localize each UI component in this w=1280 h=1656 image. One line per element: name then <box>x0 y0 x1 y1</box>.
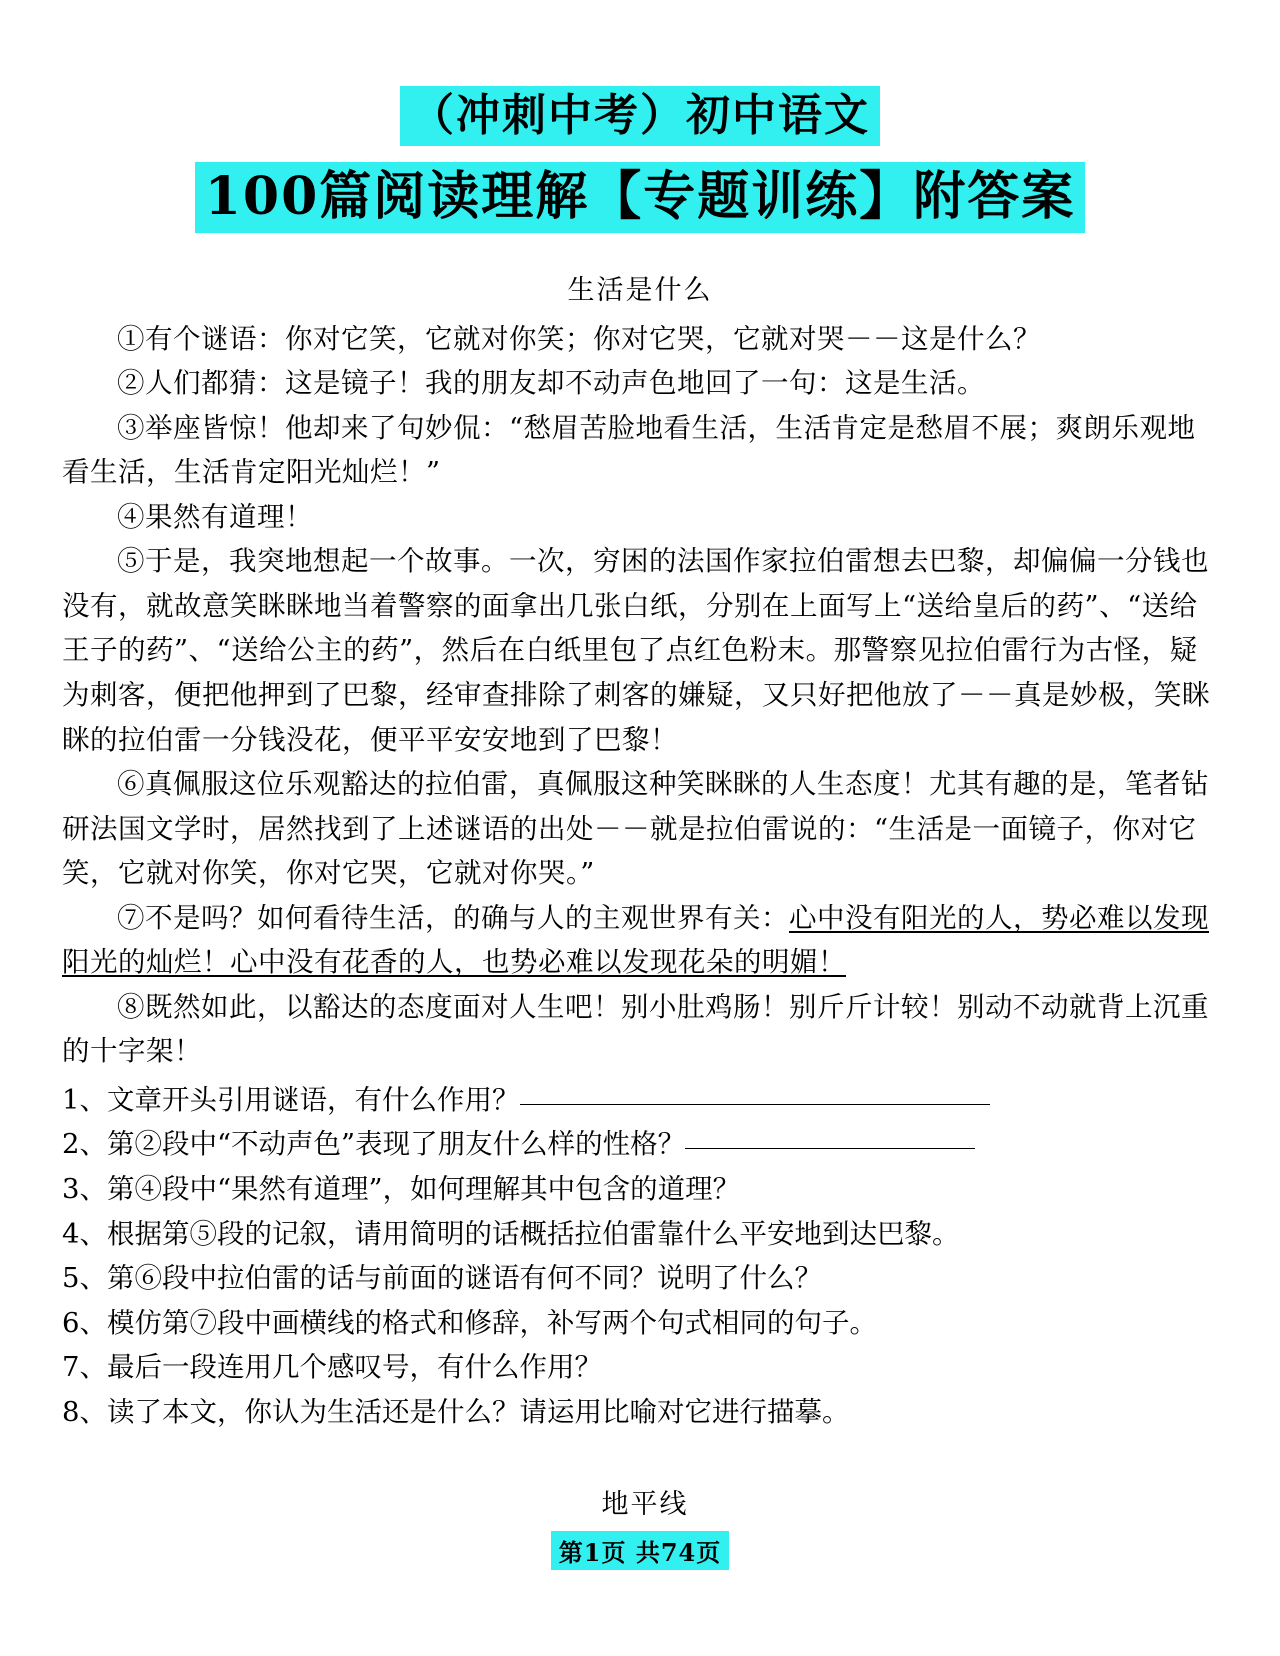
answer-blank-1[interactable] <box>520 1104 990 1105</box>
question-item-5: 5、第⑥段中拉伯雷的话与前面的谜语有何不同？说明了什么？ <box>62 1262 822 1295</box>
next-article-heading: 地平线 <box>601 1489 689 1521</box>
question-item-8: 8、读了本文，你认为生活还是什么？请运用比喻对它进行描摹。 <box>62 1395 850 1428</box>
article-paragraph-8: ⑧既然如此，以豁达的态度面对人生吧！别小肚鸡肠！别斤斤计较！别动不动就背上沉重的十字架！ <box>62 990 1209 1068</box>
article-body <box>62 269 1218 1074</box>
paragraph-7-underlined-text: 心中没有阳光的人，势必难以发现阳光的灿烂！心中没有花香的人，也势必难以发现花朵的明媚！ <box>62 901 1209 979</box>
article-paragraph-2: ②人们都猜：这是镜子！我的朋友却不动声色地回了一句：这是生活。 <box>117 367 985 400</box>
question-item-7: 7、最后一段连用几个感叹号，有什么作用？ <box>62 1351 602 1384</box>
article-paragraph-6: ⑥真佩服这位乐观豁达的拉伯雷，真佩服这种笑眯眯的人生态度！尤其有趣的是，笔者钻研法国文学时，居然找到了上述谜语的出处－－就是拉伯雷说的：“生活是一面镜子，你对它笑，它就对你笑，你对它哭，它就对你哭。” <box>62 768 1209 890</box>
article-heading: 生活是什么 <box>567 274 713 306</box>
page-footer <box>0 1531 1280 1570</box>
question-list <box>62 1078 1218 1434</box>
question-item-6: 6、模仿第⑦段中画横线的格式和修辞，补写两个句式相同的句子。 <box>62 1306 877 1339</box>
question-item-1 <box>62 1078 1218 1123</box>
page-number: 第1页 共74页 <box>551 1531 729 1570</box>
question-item-4: 4、根据第⑤段的记叙，请用简明的话概括拉伯雷靠什么平安地到达巴黎。 <box>62 1217 960 1250</box>
article-paragraph-4: ④果然有道理！ <box>117 500 313 533</box>
article-paragraph-1: ①有个谜语：你对它笑，它就对你笑；你对它哭，它就对哭－－这是什么？ <box>117 322 1041 355</box>
answer-blank-2[interactable] <box>685 1148 975 1149</box>
question-item-3: 3、第④段中“果然有道理”，如何理解其中包含的道理？ <box>62 1172 741 1205</box>
question-item-2 <box>62 1122 1218 1167</box>
article-paragraph-3: ③举座皆惊！他却来了句妙侃：“愁眉苦脸地看生活，生活肯定是愁眉不展；爽朗乐观地看生活，生活肯定阳光灿烂！” <box>62 411 1196 489</box>
paragraph-7-prefix: ⑦不是吗？如何看待生活，的确与人的主观世界有关： <box>117 901 789 934</box>
document-title-block <box>62 0 1218 233</box>
question-text-1: 1、文章开头引用谜语，有什么作用？ <box>62 1083 520 1116</box>
article-paragraph-7 <box>62 896 1218 985</box>
question-text-2: 2、第②段中“不动声色”表现了朋友什么样的性格？ <box>62 1128 686 1161</box>
article-paragraph-5: ⑤于是，我突地想起一个故事。一次，穷困的法国作家拉伯雷想去巴黎，却偏偏一分钱也没有，就故意笑眯眯地当着警察的面拿出几张白纸，分别在上面写上“送给皇后的药”、“送给王子的药”、“送给公主的药”，然后在白纸里包了点红色粉末。那警察见拉伯雷行为古怪，疑为刺客，便把他押到了巴黎，经审查排除了刺客的嫌疑，又只好把他放了－－真是妙极，笑眯眯的拉伯雷一分钱没花，便平平安安地到了巴黎！ <box>62 545 1210 756</box>
title-line-1: （冲刺中考）初中语文 <box>400 86 880 146</box>
title-line-2: 100篇阅读理解【专题训练】附答案 <box>195 162 1086 233</box>
